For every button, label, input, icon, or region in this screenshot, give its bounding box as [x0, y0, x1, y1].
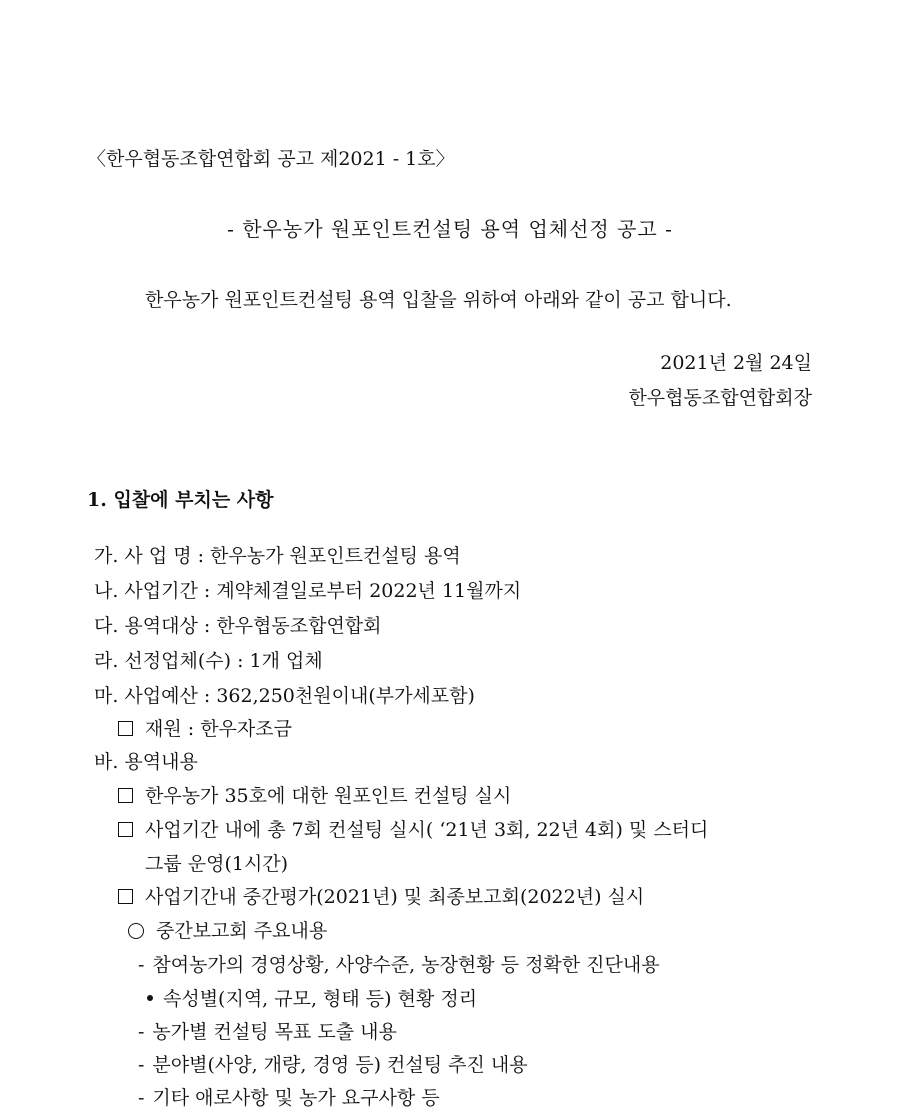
interim-heading-line: [128, 920, 327, 943]
notice-date: 2021년 2월 24일: [660, 352, 812, 374]
content-item-text: 한우농가 35호에 대한 원포인트 컨설팅 실시: [145, 785, 512, 807]
item-project-name: 가. 사 업 명 : 한우농가 원포인트컨설팅 용역: [94, 545, 461, 567]
content-item-text: 사업기간 내에 총 7회 컨설팅 실시( ‘21년 3회, 22년 4회) 및 스터디: [145, 819, 709, 841]
interim-heading: 중간보고회 주요내용: [156, 920, 328, 942]
dash-bullet-icon: -: [138, 1087, 145, 1109]
dash-bullet-icon: -: [138, 954, 145, 976]
dash-bullet-icon: -: [138, 1054, 145, 1076]
document-title: - 한우농가 원포인트컨설팅 용역 업체선정 공고 -: [227, 217, 673, 241]
section-heading: 1. 입찰에 부치는 사항: [87, 489, 274, 511]
content-heading: 바. 용역내용: [94, 751, 198, 773]
issuer-name: 한우협동조합연합회장: [628, 387, 812, 409]
dash-bullet-icon: -: [138, 1021, 145, 1043]
notice-number: 〈한우협동조합연합회 공고 제2021 - 1호〉: [87, 148, 455, 170]
interim-item: [138, 1054, 528, 1077]
item-budget: 마. 사업예산 : 362,250천원이내(부가세포함): [94, 685, 475, 707]
interim-item: [138, 954, 660, 977]
content-item-continuation: 그룹 운영(1시간): [145, 853, 289, 875]
interim-item: [138, 1087, 440, 1110]
content-item: [118, 819, 708, 842]
item-project-period: 나. 사업기간 : 계약체결일로부터 2022년 11월까지: [94, 580, 522, 602]
interim-item-text: 농가별 컨설팅 목표 도출 내용: [152, 1021, 397, 1043]
content-item-text: 사업기간내 중간평가(2021년) 및 최종보고회(2022년) 실시: [145, 886, 645, 908]
checkbox-square-icon: [118, 721, 133, 736]
interim-item-text: 분야별(사양, 개량, 경영 등) 컨설팅 추진 내용: [152, 1054, 528, 1076]
checkbox-square-icon: [118, 822, 133, 837]
dot-bullet-icon: [147, 995, 153, 1001]
item-selected-count: 라. 선정업체(수) : 1개 업체: [94, 650, 323, 672]
interim-subitem: [147, 988, 477, 1011]
intro-text: 한우농가 원포인트컨설팅 용역 입찰을 위하여 아래와 같이 공고 합니다.: [145, 289, 732, 311]
interim-item-text: 기타 애로사항 및 농가 요구사항 등: [152, 1087, 440, 1109]
content-item: [118, 785, 511, 808]
interim-item-text: 참여농가의 경영상황, 사양수준, 농장현황 등 정확한 진단내용: [152, 954, 660, 976]
checkbox-square-icon: [118, 889, 133, 904]
interim-subitem-text: 속성별(지역, 규모, 형태 등) 현황 정리: [163, 988, 478, 1010]
circle-bullet-icon: [128, 923, 144, 939]
content-item: [118, 886, 644, 909]
item-service-target: 다. 용역대상 : 한우협동조합연합회: [94, 615, 382, 637]
funding-line: [118, 718, 292, 741]
funding-text: 재원 : 한우자조금: [145, 718, 292, 740]
checkbox-square-icon: [118, 788, 133, 803]
interim-item: [138, 1021, 397, 1044]
